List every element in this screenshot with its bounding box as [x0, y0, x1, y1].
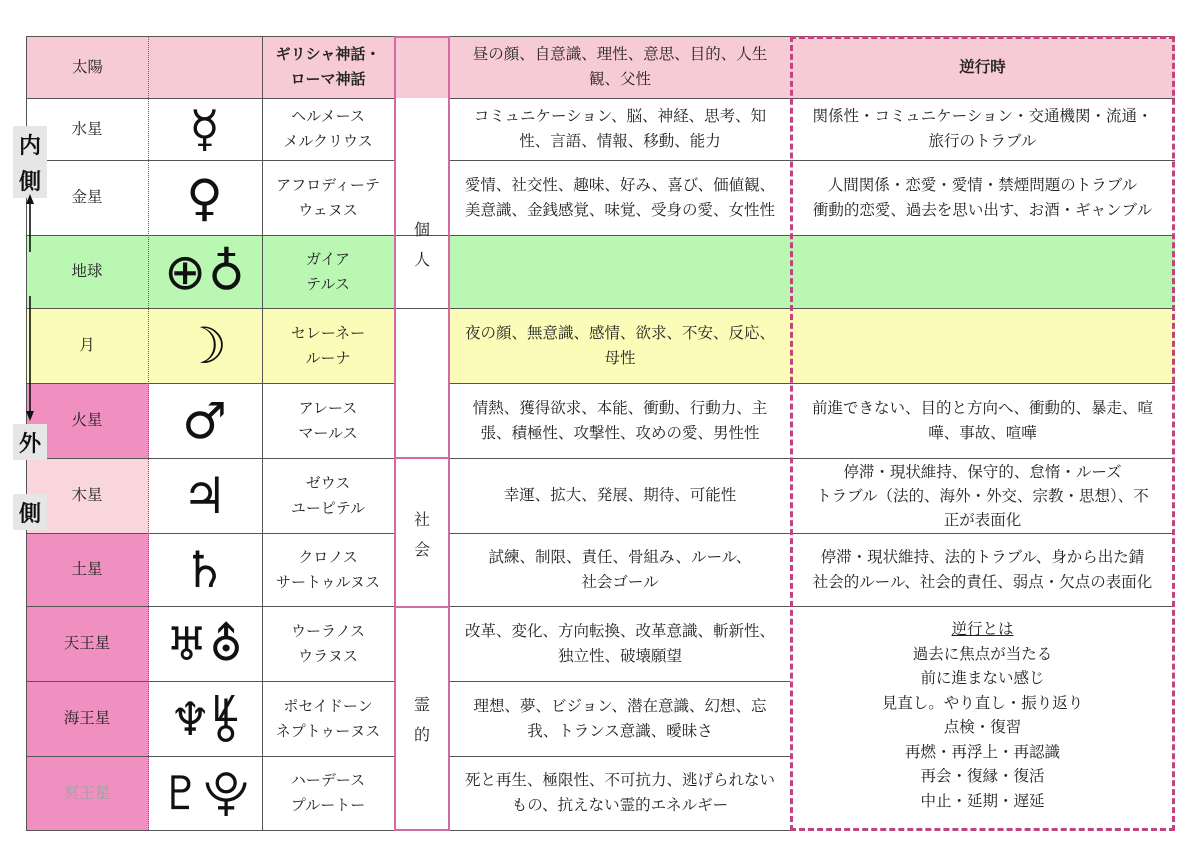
planet-name-mars: 火星	[71, 411, 103, 429]
inner-label-1: 内	[13, 126, 47, 162]
retro-about-line: 過去に焦点が当たる	[912, 644, 1053, 663]
retro-saturn: 停滞・現状維持、法的トラブル、身から出た錆 社会的ルール、社会的責任、弱点・欠点の表面化	[812, 547, 1153, 591]
header-body-cell: 太陽	[26, 36, 149, 98]
meaning-jupiter: 幸運、拡大、発展、期待、可能性	[503, 486, 737, 504]
grid-line	[26, 830, 394, 831]
retro-about-line: 見直し。やり直し・振り返り	[881, 693, 1084, 712]
retro-about-line: 中止・延期・遅延	[920, 791, 1045, 810]
planet-name-saturn: 土星	[71, 560, 103, 578]
retro-about-line: 前に進まない感じ	[920, 669, 1045, 687]
meaning-earth	[450, 235, 790, 308]
header-meaning-cell: 昼の顔、自意識、理性、意思、目的、人生 観、父性	[450, 36, 790, 98]
planet-name-mercury: 水星	[71, 119, 103, 138]
retro-jupiter: 停滞・現状維持、保守的、怠惰・ルーズ トラブル（法的、海外・外交、宗教・思想）、不 正が表面化	[816, 462, 1149, 529]
planet-name-earth: 地球	[71, 262, 103, 280]
retro-moon	[793, 308, 1172, 383]
retro-venus: 人間関係・恋愛・愛情・禁煙問題のトラブル 衝動的恋愛、過去を思い出す、お酒・ギャンブル	[812, 175, 1153, 219]
uranus-symbol-icon: ♅⛢	[166, 616, 245, 671]
mercury-symbol-icon: ☿	[189, 100, 222, 158]
myth-pluto: ハーデース プルートー	[290, 771, 366, 814]
myth-earth: ガイア テルス	[305, 249, 351, 293]
planet-name-venus: 金星	[71, 188, 103, 206]
planet-name-jupiter: 木星	[71, 486, 103, 504]
group-label-spiritual: 霊 的	[413, 695, 430, 744]
group-label-personal: 個 人	[413, 220, 430, 269]
neptune-symbol-icon: ♆⯉	[169, 691, 242, 746]
meaning-mercury: コミュニケーション、脳、神経、思考、知 性、言語、情報、移動、能力	[473, 107, 767, 150]
myth-venus: アフロディーテ ウェヌス	[276, 175, 380, 219]
myth-jupiter: ゼウス ユーピテル	[290, 473, 366, 517]
retro-earth	[793, 235, 1172, 308]
header-myth-cell: ギリシャ神話・ ローマ神話	[262, 36, 394, 98]
moon-symbol-icon: ☽	[182, 316, 229, 375]
myth-mercury: ヘルメース メルクリウス	[283, 107, 373, 150]
earth-symbol-icon: ⊕♁	[164, 242, 247, 301]
myth-saturn: クロノス サートゥルヌス	[275, 547, 381, 591]
meaning-mars: 情熱、獲得欲求、本能、衝動、行動力、主 張、積極性、攻撃性、攻めの愛、男性性	[472, 398, 768, 442]
meaning-pluto: 死と再生、極限性、不可抗力、逃げられない もの、抗えない霊的エネルギー	[464, 771, 775, 814]
planet-name-pluto: 冥王星	[63, 783, 111, 802]
meaning-moon: 夜の顔、無意識、感情、欲求、不安、反応、 母性	[464, 323, 775, 367]
retro-about-line: 再会・復縁・復活	[920, 767, 1045, 785]
retro-mercury: 関係性・コミュニケーション・交通機関・流通・ 旅行のトラブル	[812, 107, 1153, 150]
meaning-neptune: 理想、夢、ビジョン、潜在意識、幻想、忘 我、トランス意識、曖昧さ	[473, 696, 767, 740]
header-symbol-cell	[149, 36, 262, 98]
retro-about-block	[793, 617, 1172, 822]
mars-symbol-icon: ♂	[182, 391, 229, 450]
header-retro-cell: 逆行時	[790, 36, 1175, 98]
jupiter-symbol-icon: ♃	[182, 466, 229, 525]
planet-name-moon: 月	[79, 336, 95, 354]
outer-label-2: 側	[13, 494, 47, 530]
myth-neptune: ポセイドーン ネプトゥーヌス	[275, 696, 381, 740]
myth-uranus: ウーラノス ウラヌス	[291, 621, 365, 665]
group-label-social: 社 会	[413, 510, 430, 559]
outer-label-1: 外	[13, 424, 47, 460]
planet-name-uranus: 天王星	[63, 634, 111, 652]
pluto-symbol-icon: ♇⯓	[160, 766, 251, 820]
myth-mars: アレース マールス	[298, 398, 358, 442]
meaning-saturn: 試練、制限、責任、骨組み、ルール、 社会ゴール	[488, 547, 752, 591]
inner-outer-arrow-icon	[20, 192, 40, 424]
retro-about-line: 再燃・再浮上・再認識	[904, 742, 1060, 761]
meaning-uranus: 改革、変化、方向転換、改革意識、斬新性、 独立性、破壊願望	[464, 621, 775, 665]
grid-line	[450, 830, 790, 831]
myth-moon: セレーネー ルーナ	[290, 323, 366, 367]
inner-label-2: 側	[13, 162, 47, 198]
meaning-venus: 愛情、社交性、趣味、好み、喜び、価値観、 美意識、金銭感覚、味覚、受身の愛、女性性	[464, 175, 776, 219]
planet-name-neptune: 海王星	[63, 709, 111, 727]
saturn-symbol-icon: ♄	[182, 540, 229, 599]
retro-mars: 前進できない、目的と方向へ、衝動的、暴走、喧 嘩、事故、喧嘩	[811, 398, 1153, 442]
retro-about-title: 逆行とは	[951, 620, 1014, 638]
venus-symbol-icon: ♀	[186, 168, 225, 227]
retro-about-line: 点検・復習	[943, 718, 1022, 736]
